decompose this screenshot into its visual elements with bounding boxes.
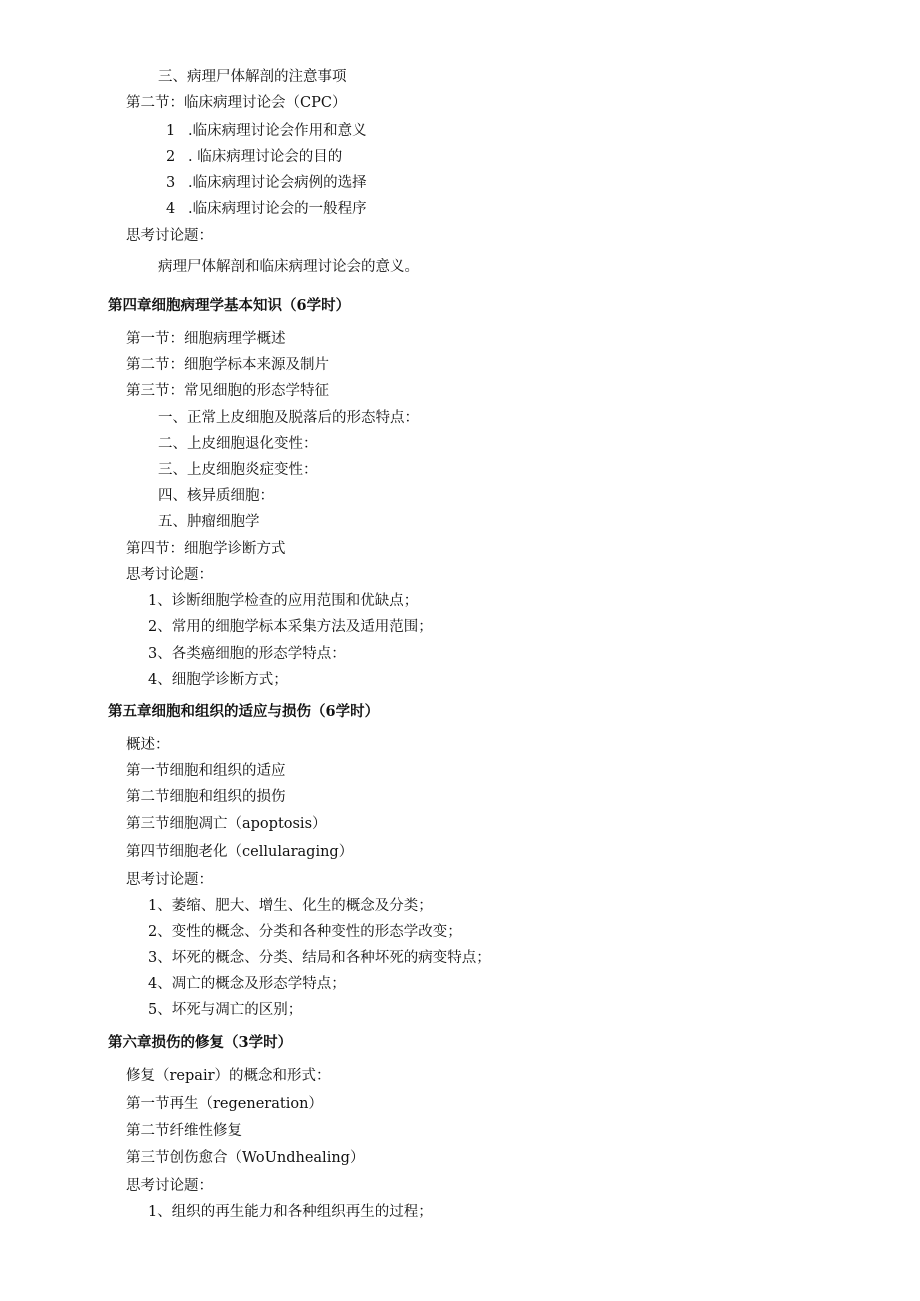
ch4-section-4: 第四节：细胞学诊断方式 [126, 541, 286, 557]
ch4-sub-item: 三、上皮细胞炎症变性： [158, 462, 318, 478]
item-number: 4 [166, 201, 176, 217]
think-item: 1、诊断细胞学检查的应用范围和优缺点； [148, 593, 419, 609]
ch4-section-2: 第二节：细胞学标本来源及制片 [126, 357, 329, 373]
item-autopsy-notes: 三、病理尸体解剖的注意事项 [158, 69, 347, 85]
item-number: 3 [166, 175, 176, 191]
ch4-sub-item: 四、核异质细胞： [158, 488, 274, 504]
ch6-section-3: 第三节创伤愈合（WoUndhealing） [126, 1150, 365, 1166]
think-item: 1、萎缩、肥大、增生、化生的概念及分类； [148, 898, 433, 914]
ch5-section-4: 第四节细胞老化（cellularaging） [126, 844, 354, 860]
ch4-section-1: 第一节：细胞病理学概述 [126, 331, 286, 347]
cpc-item-4 [166, 199, 367, 219]
item-number: 2 [166, 149, 176, 165]
chapter-5-title: 第五章细胞和组织的适应与损伤（6学时） [108, 703, 380, 720]
ch6-section-2: 第二节纤维性修复 [126, 1123, 242, 1139]
think-item: 4、细胞学诊断方式； [148, 672, 288, 688]
think-label: 思考讨论题： [126, 872, 213, 888]
cpc-item-1 [166, 121, 367, 141]
ch4-section-3: 第三节：常见细胞的形态学特征 [126, 383, 329, 399]
think-label: 思考讨论题： [126, 1178, 213, 1194]
section-cpc: 第二节：临床病理讨论会（CPC） [126, 95, 347, 111]
think-label: 思考讨论题： [126, 567, 213, 583]
think-item: 1、组织的再生能力和各种组织再生的过程； [148, 1204, 433, 1220]
think-label: 思考讨论题： [126, 228, 213, 244]
think-item: 2、常用的细胞学标本采集方法及适用范围； [148, 619, 433, 635]
chapter-4-title: 第四章细胞病理学基本知识（6学时） [108, 297, 351, 314]
cpc-item-3 [166, 173, 367, 193]
ch4-sub-item: 五、肿瘤细胞学 [158, 514, 260, 530]
ch5-section-1: 第一节细胞和组织的适应 [126, 763, 286, 779]
ch6-intro: 修复（repair）的概念和形式： [126, 1068, 331, 1084]
chapter-6-title: 第六章损伤的修复（3学时） [108, 1034, 293, 1051]
item-text: . 临床病理讨论会的目的 [188, 149, 343, 165]
item-text: .临床病理讨论会病例的选择 [188, 175, 367, 191]
ch5-section-2: 第二节细胞和组织的损伤 [126, 789, 286, 805]
item-text: .临床病理讨论会作用和意义 [188, 123, 367, 139]
ch6-section-1: 第一节再生（regeneration） [126, 1096, 323, 1112]
item-number: 1 [166, 123, 176, 139]
think-item: 3、各类癌细胞的形态学特点： [148, 646, 346, 662]
ch5-overview: 概述： [126, 737, 170, 753]
ch5-section-3: 第三节细胞凋亡（apoptosis） [126, 816, 327, 832]
think-item: 4、凋亡的概念及形态学特点； [148, 976, 346, 992]
ch4-sub-item: 二、上皮细胞退化变性： [158, 436, 318, 452]
think-item: 病理尸体解剖和临床病理讨论会的意义。 [158, 259, 419, 275]
ch4-sub-item: 一、正常上皮细胞及脱落后的形态特点： [158, 410, 419, 426]
cpc-item-2 [166, 147, 342, 167]
think-item: 2、变性的概念、分类和各种变性的形态学改变； [148, 924, 462, 940]
think-item: 3、坏死的概念、分类、结局和各种坏死的病变特点； [148, 950, 491, 966]
think-item: 5、坏死与凋亡的区别； [148, 1002, 303, 1018]
item-text: .临床病理讨论会的一般程序 [188, 201, 367, 217]
